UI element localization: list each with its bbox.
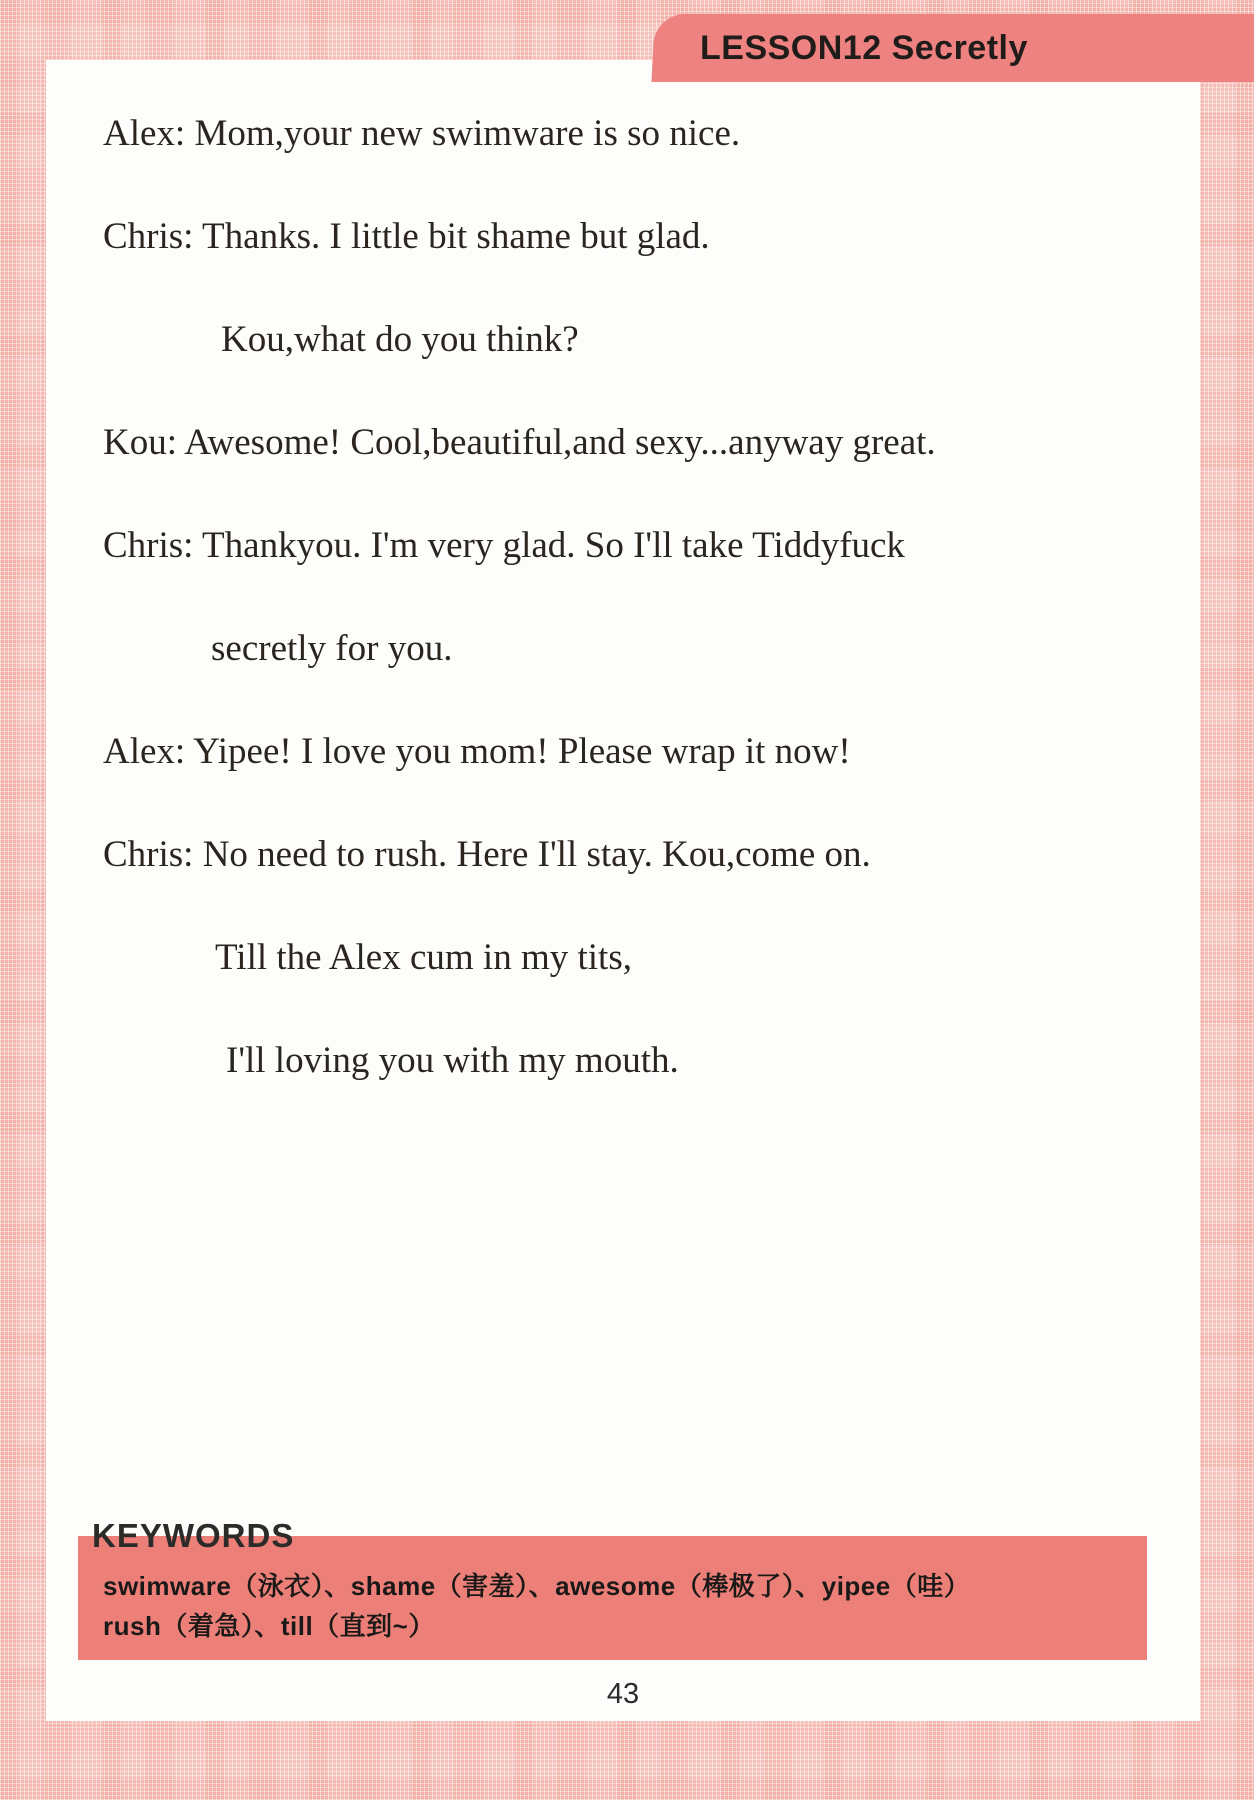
page-number: 43: [606, 1678, 640, 1710]
dialogue-line: Chris: No need to rush. Here I'll stay. Kou,come on.: [103, 834, 871, 875]
lesson-header-tab: [655, 14, 1254, 82]
dialogue-line: Kou,what do you think?: [221, 319, 579, 360]
page-sheet: [46, 60, 1200, 1721]
keywords-line: swimware（泳衣）、shame（害羞）、awesome（棒极了）、yipee（哇）: [103, 1571, 971, 1601]
lesson-tab-label: LESSON12 Secretly: [700, 29, 1028, 67]
dialogue-line: Till the Alex cum in my tits,: [215, 937, 632, 978]
dialogue-line: Alex: Mom,your new swimware is so nice.: [103, 113, 741, 154]
keywords-heading: KEYWORDS: [92, 1517, 295, 1554]
dialogue-line: Alex: Yipee! I love you mom! Please wrap it now!: [103, 731, 851, 772]
dialogue: [46, 82, 1200, 1112]
dialogue-line: I'll loving you with my mouth.: [226, 1040, 679, 1081]
dialogue-line: Kou: Awesome! Cool,beautiful,and sexy...anyway great.: [103, 422, 936, 463]
dialogue-line: secretly for you.: [211, 628, 453, 669]
keywords-line: rush（着急）、till（直到~）: [103, 1611, 435, 1641]
dialogue-line: Chris: Thankyou. I'm very glad. So I'll take Tiddyfuck: [103, 525, 905, 566]
dialogue-line: Chris: Thanks. I little bit shame but glad.: [103, 216, 710, 257]
keywords-panel: [78, 1536, 1147, 1660]
